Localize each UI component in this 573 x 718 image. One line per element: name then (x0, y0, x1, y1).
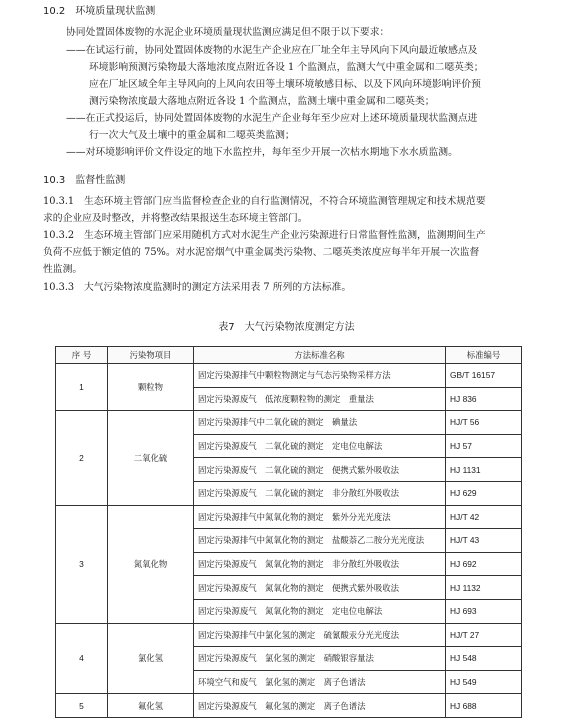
paragraph-line: ——在正式投运后，协同处置固体废物的水泥生产企业每年至少应对上述环境质量现状监测点进 (66, 113, 478, 124)
paragraph-line: 协同处置固体废物的水泥企业环境质量现状监测应满足但不限于以下要求： (66, 27, 390, 38)
paragraph-line: 10.3.2 生态环境主管部门应采用随机方式对水泥生产企业污染源进行日常监督性监测，监测期间生产 (43, 230, 486, 241)
standard-number: HJ 692 (446, 552, 522, 576)
paragraph-line: 10.3.1 生态环境主管部门应当监督检查企业的自行监测情况，不符合环境监测管理规定和技术规范要 (43, 196, 486, 207)
method-name: 固定污染源废气 氮氧化物的测定 便携式紫外吸收法 (194, 576, 446, 600)
paragraph-line: ——对环境影响评价文件设定的地下水监控井，每年至少开展一次枯水期地下水水质监测。 (66, 147, 458, 158)
paragraph-line: ——在试运行前，协同处置固体废物的水泥生产企业应在厂址全年主导风向下风向最近敏感点及 (66, 45, 478, 56)
table-row (56, 694, 522, 718)
header-standard-no: 标准编号 (446, 347, 522, 364)
standard-number: HJ/T 56 (446, 411, 522, 435)
row-number: 2 (56, 411, 108, 505)
paragraph-line: 应在厂址区域全年主导风向的上风向农田等土壤环境敏感目标、以及下风向环境影响评价预 (89, 79, 481, 90)
standard-number: HJ 629 (446, 481, 522, 505)
paragraph-line: 性监测。 (43, 264, 83, 275)
method-name: 固定污染源排气中二氧化硫的测定 碘量法 (194, 411, 446, 435)
methods-table (55, 346, 522, 718)
method-name: 固定污染源废气 氯化氢的测定 硝酸银容量法 (194, 647, 446, 671)
method-name: 固定污染源废气 二氧化硫的测定 非分散红外吸收法 (194, 481, 446, 505)
standard-number: HJ 688 (446, 694, 522, 718)
standard-number: GB/T 16157 (446, 364, 522, 388)
table-row (56, 411, 522, 435)
method-name: 固定污染源废气 二氧化硫的测定 定电位电解法 (194, 434, 446, 458)
table-row (56, 505, 522, 529)
table-caption: 表7 大气污染物浓度测定方法 (218, 322, 355, 333)
paragraph-line: 负荷不应低于额定值的 75%。对水泥窑烟气中重金属类污染物、二噁英类浓度应每半年开展一次监督 (43, 247, 480, 258)
table-row (56, 623, 522, 647)
row-number: 5 (56, 694, 108, 718)
pollutant-item: 颗粒物 (108, 364, 194, 411)
pollutant-item: 二氧化硫 (108, 411, 194, 505)
standard-number: HJ 1132 (446, 576, 522, 600)
pollutant-item: 氟化氢 (108, 694, 194, 718)
standard-number: HJ/T 27 (446, 623, 522, 647)
pollutant-item: 氯化氢 (108, 623, 194, 694)
method-name: 固定污染源废气 氮氧化物的测定 定电位电解法 (194, 599, 446, 623)
table-row (56, 364, 522, 388)
header-no: 序 号 (56, 347, 108, 364)
method-name: 固定污染源废气 低浓度颗粒物的测定 重量法 (194, 387, 446, 411)
method-name: 固定污染源废气 氟化氢的测定 离子色谱法 (194, 694, 446, 718)
paragraph-line: 环境影响预测污染物最大落地浓度点附近各设 1 个监测点，监测大气中重金属和二噁英类； (89, 62, 484, 73)
section-10-2-heading: 10.2 环境质量现状监测 (43, 6, 156, 17)
standard-number: HJ/T 43 (446, 529, 522, 553)
section-10-3-heading: 10.3 监督性监测 (43, 175, 126, 186)
standard-number: HJ/T 42 (446, 505, 522, 529)
paragraph-line: 测污染物浓度最大落地点附近各设 1 个监测点，监测土壤中重金属和二噁英类； (89, 96, 435, 107)
standard-number: HJ 836 (446, 387, 522, 411)
paragraph-line: 10.3.3 大气污染物浓度监测时的测定方法采用表 7 所列的方法标准。 (43, 282, 352, 293)
method-name: 固定污染源排气中颗粒物测定与气态污染物采样方法 (194, 364, 446, 388)
method-name: 固定污染源排气中氮氧化物的测定 紫外分光光度法 (194, 505, 446, 529)
standard-number: HJ 1131 (446, 458, 522, 482)
table-header-row (56, 347, 522, 364)
row-number: 3 (56, 505, 108, 623)
method-name: 固定污染源排气中氯化氢的测定 硫氰酸汞分光光度法 (194, 623, 446, 647)
standard-number: HJ 549 (446, 670, 522, 694)
paragraph-line: 求的企业应及时整改，并将整改结果报送生态环境主管部门。 (43, 213, 308, 224)
row-number: 1 (56, 364, 108, 411)
method-name: 固定污染源废气 二氧化硫的测定 便携式紫外吸收法 (194, 458, 446, 482)
method-name: 固定污染源废气 氮氧化物的测定 非分散红外吸收法 (194, 552, 446, 576)
paragraph-line: 行一次大气及土壤中的重金属和二噁英类监测； (89, 130, 295, 141)
method-name: 固定污染源排气中氮氧化物的测定 盐酸萘乙二胺分光光度法 (194, 529, 446, 553)
header-pollutant: 污染物项目 (108, 347, 194, 364)
header-method: 方法标准名称 (194, 347, 446, 364)
standard-number: HJ 57 (446, 434, 522, 458)
standard-number: HJ 693 (446, 599, 522, 623)
table-body (56, 364, 522, 718)
pollutant-item: 氮氧化物 (108, 505, 194, 623)
method-name: 环境空气和废气 氯化氢的测定 离子色谱法 (194, 670, 446, 694)
standard-number: HJ 548 (446, 647, 522, 671)
row-number: 4 (56, 623, 108, 694)
